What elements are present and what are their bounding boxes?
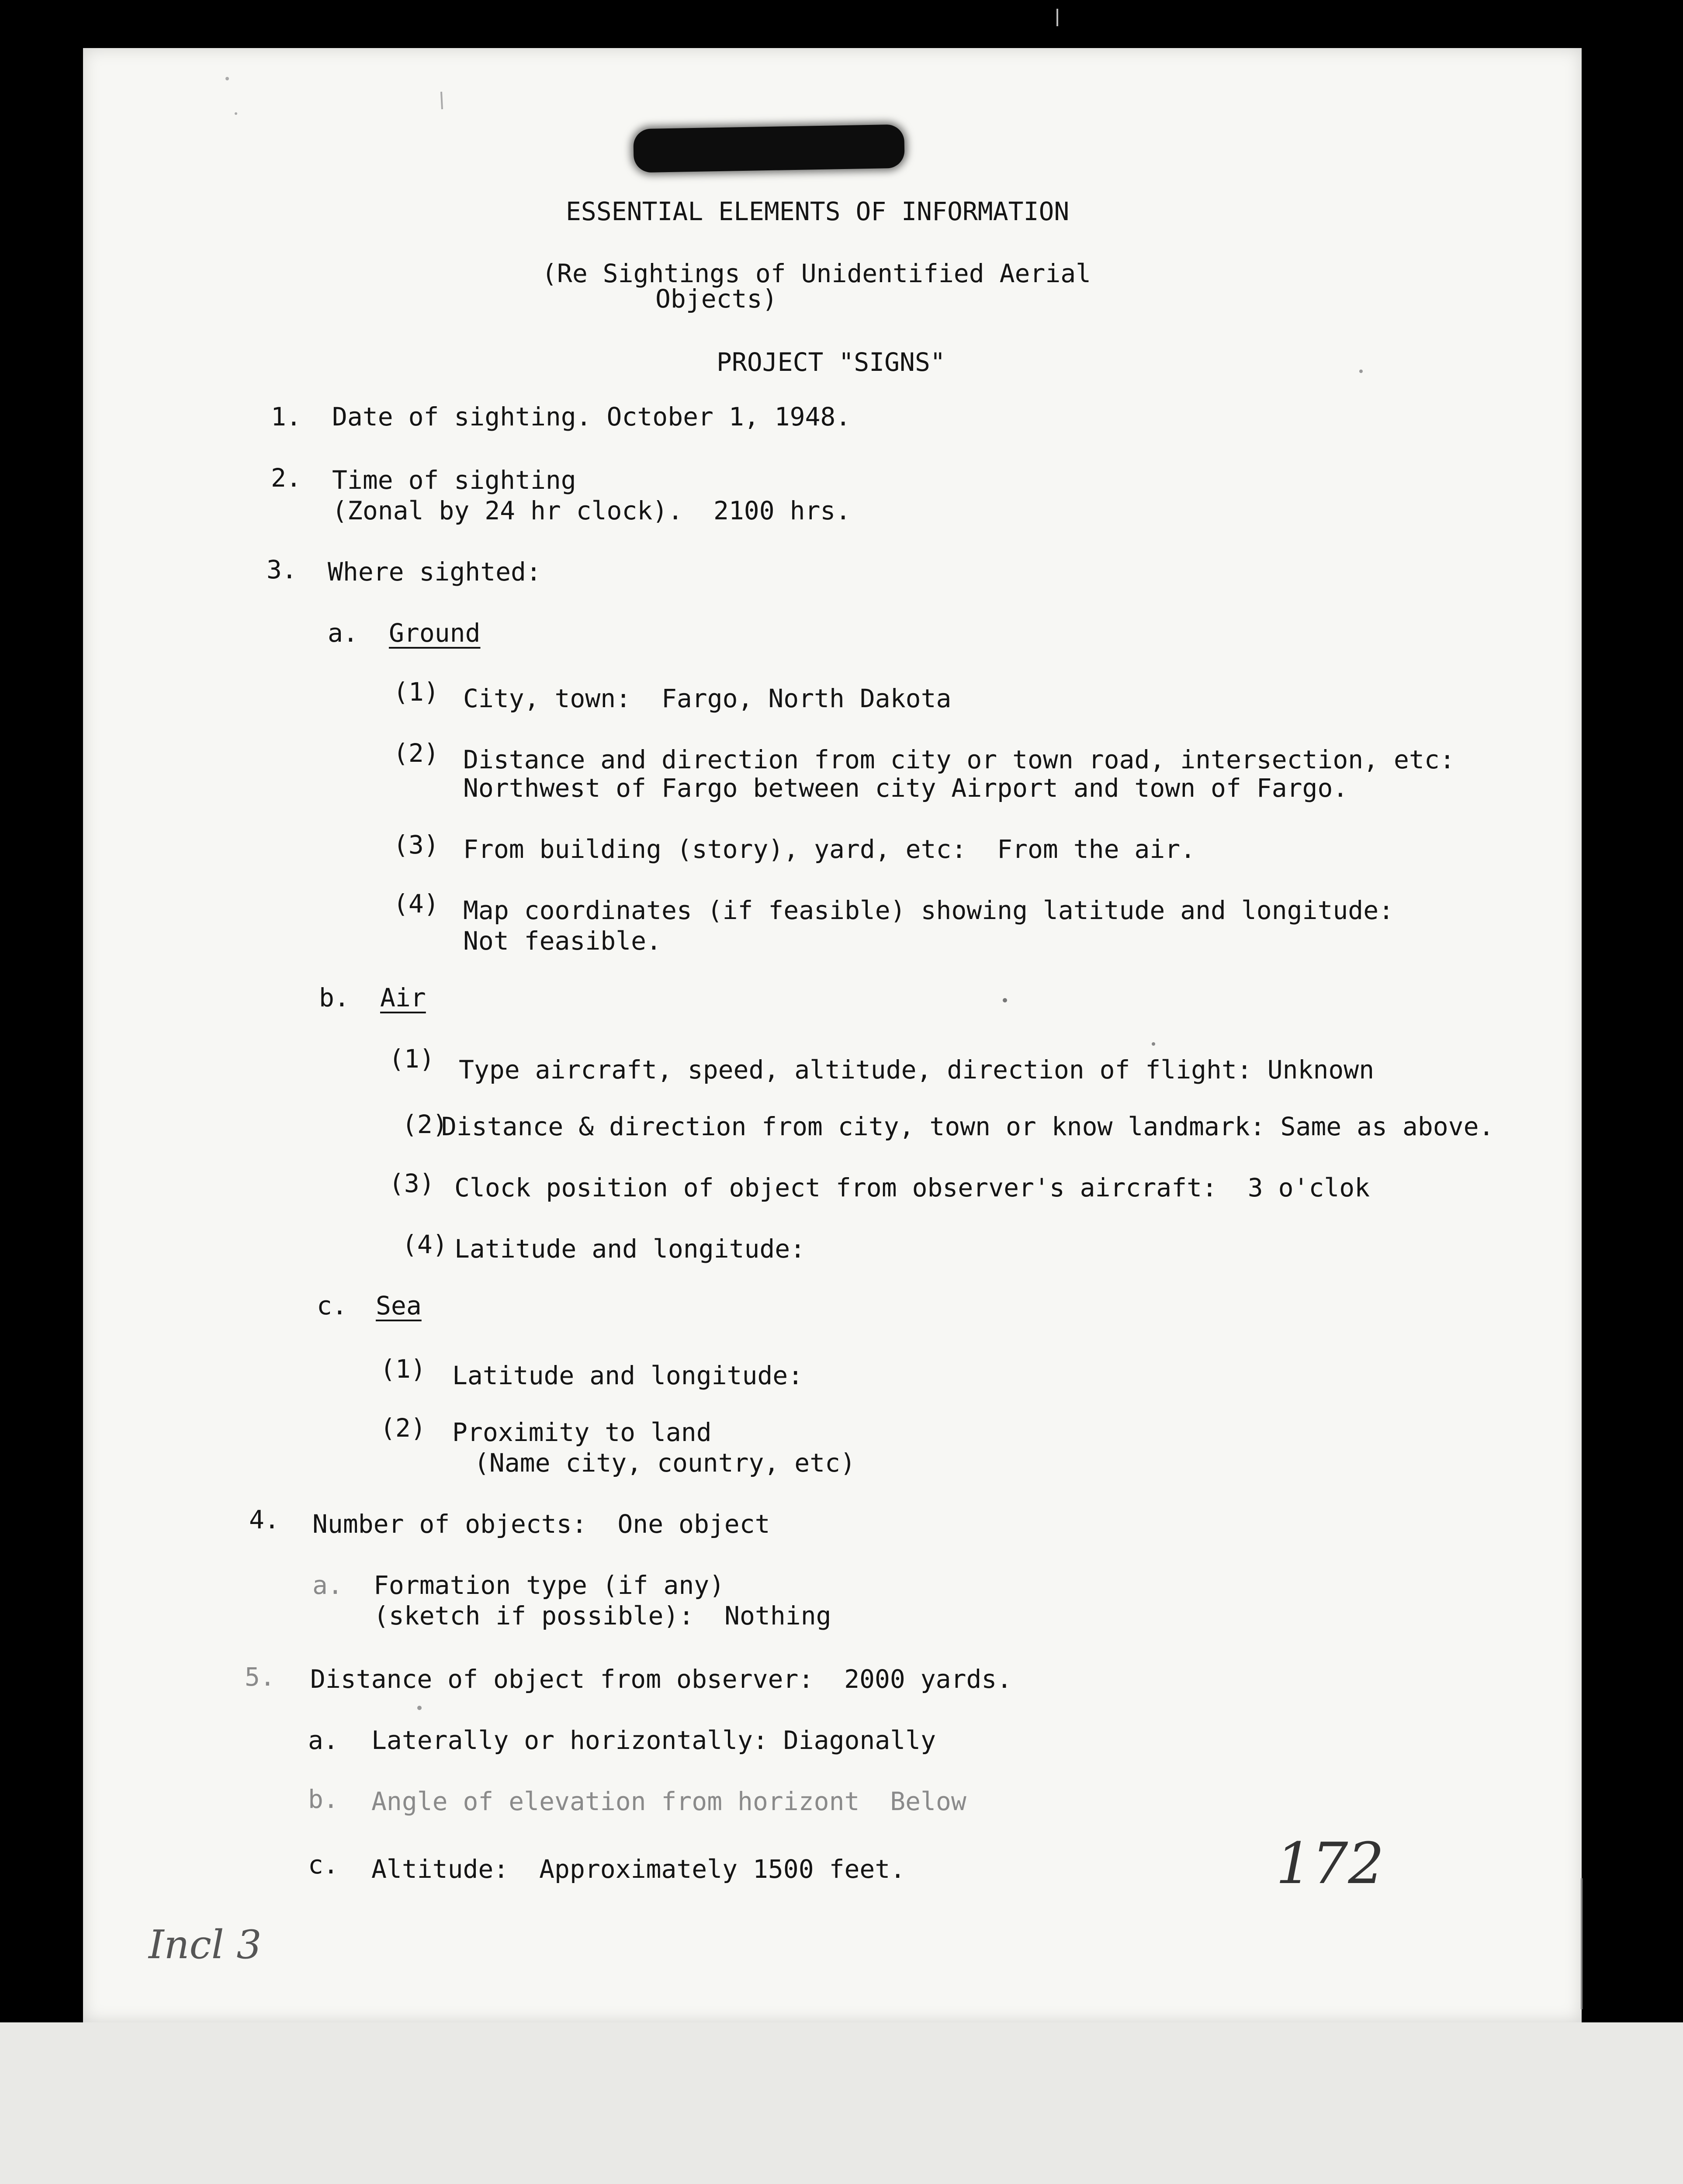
item-3b-heading: Air xyxy=(380,983,426,1013)
item-3a2-number: (2) xyxy=(393,738,439,768)
item-3a-heading: Ground xyxy=(389,618,481,648)
item-3b4-text: Latitude and longitude: xyxy=(454,1234,806,1264)
item-4-number: 4. xyxy=(249,1505,280,1534)
item-1-number: 1. xyxy=(271,402,301,432)
page-number-handwritten: 172 xyxy=(1276,1830,1385,1897)
item-3b-letter: b. xyxy=(319,983,350,1013)
redaction-mark xyxy=(633,124,905,173)
item-3a2-line2: Northwest of Fargo between city Airport and town of Fargo. xyxy=(463,773,1348,803)
document-title: ESSENTIAL ELEMENTS OF INFORMATION xyxy=(566,197,1070,226)
item-1-text: Date of sighting. October 1, 1948. xyxy=(332,402,851,432)
item-3a3-number: (3) xyxy=(393,830,439,860)
document-subtitle-line1: (Re Sightings of Unidentified Aerial xyxy=(542,259,1091,288)
item-3b2-number: (2) xyxy=(402,1109,448,1139)
item-3c-letter: c. xyxy=(317,1291,347,1320)
item-5a-letter: a. xyxy=(308,1725,339,1755)
item-3a4-line2: Not feasible. xyxy=(463,926,661,956)
item-5-text: Distance of object from observer: 2000 yards. xyxy=(310,1664,1012,1694)
item-3c2-line1: Proximity to land xyxy=(452,1417,712,1447)
item-4a-line1: Formation type (if any) xyxy=(374,1570,725,1600)
item-3b2-text: Distance & direction from city, town or know landmark: Same as above. xyxy=(441,1112,1494,1141)
item-3b3-number: (3) xyxy=(389,1168,435,1198)
inclosure-note: Incl 3 xyxy=(149,1922,262,1968)
item-3c2-line2: (Name city, country, etc) xyxy=(474,1448,855,1478)
item-3a4-line1: Map coordinates (if feasible) showing latitude and longitude: xyxy=(463,895,1394,925)
item-3a3-text: From building (story), yard, etc: From the air. xyxy=(463,834,1196,864)
item-3a-letter: a. xyxy=(328,618,358,648)
item-3b1-text: Type aircraft, speed, altitude, direction of flight: Unknown xyxy=(459,1055,1375,1085)
item-2-line1: Time of sighting xyxy=(332,465,576,495)
item-3a1-text: City, town: Fargo, North Dakota xyxy=(463,684,952,713)
item-3c2-number: (2) xyxy=(380,1413,426,1443)
item-3c1-number: (1) xyxy=(380,1354,426,1384)
item-5b-letter: b. xyxy=(308,1784,339,1814)
scan-bottom-strip xyxy=(0,2022,1683,2184)
item-3b3-text: Clock position of object from observer's aircraft: 3 o'clok xyxy=(454,1173,1370,1203)
item-3-text: Where sighted: xyxy=(328,557,541,587)
item-5b-text: Angle of elevation from horizont Below xyxy=(371,1787,966,1816)
item-3-number: 3. xyxy=(267,555,297,584)
item-3b1-number: (1) xyxy=(389,1044,435,1074)
item-3a2-line1: Distance and direction from city or town road, intersection, etc: xyxy=(463,745,1455,774)
item-4a-line2: (sketch if possible): Nothing xyxy=(374,1601,831,1631)
item-2-line2: (Zonal by 24 hr clock). 2100 hrs. xyxy=(332,496,851,525)
item-3a1-number: (1) xyxy=(393,677,439,707)
item-5c-letter: c. xyxy=(308,1850,339,1880)
project-name: PROJECT "SIGNS" xyxy=(717,347,945,377)
item-4a-letter: a. xyxy=(312,1570,343,1600)
item-5c-text: Altitude: Approximately 1500 feet. xyxy=(371,1854,906,1884)
item-3a4-number: (4) xyxy=(393,889,439,919)
document-subtitle-line2: Objects) xyxy=(655,284,778,314)
item-3b4-number: (4) xyxy=(402,1230,448,1259)
item-5a-text: Laterally or horizontally: Diagonally xyxy=(371,1725,936,1755)
item-3c1-text: Latitude and longitude: xyxy=(452,1361,803,1390)
item-2-number: 2. xyxy=(271,463,301,493)
item-5-number: 5. xyxy=(245,1662,275,1692)
item-3c-heading: Sea xyxy=(376,1291,422,1320)
item-4-text: Number of objects: One object xyxy=(312,1509,770,1539)
